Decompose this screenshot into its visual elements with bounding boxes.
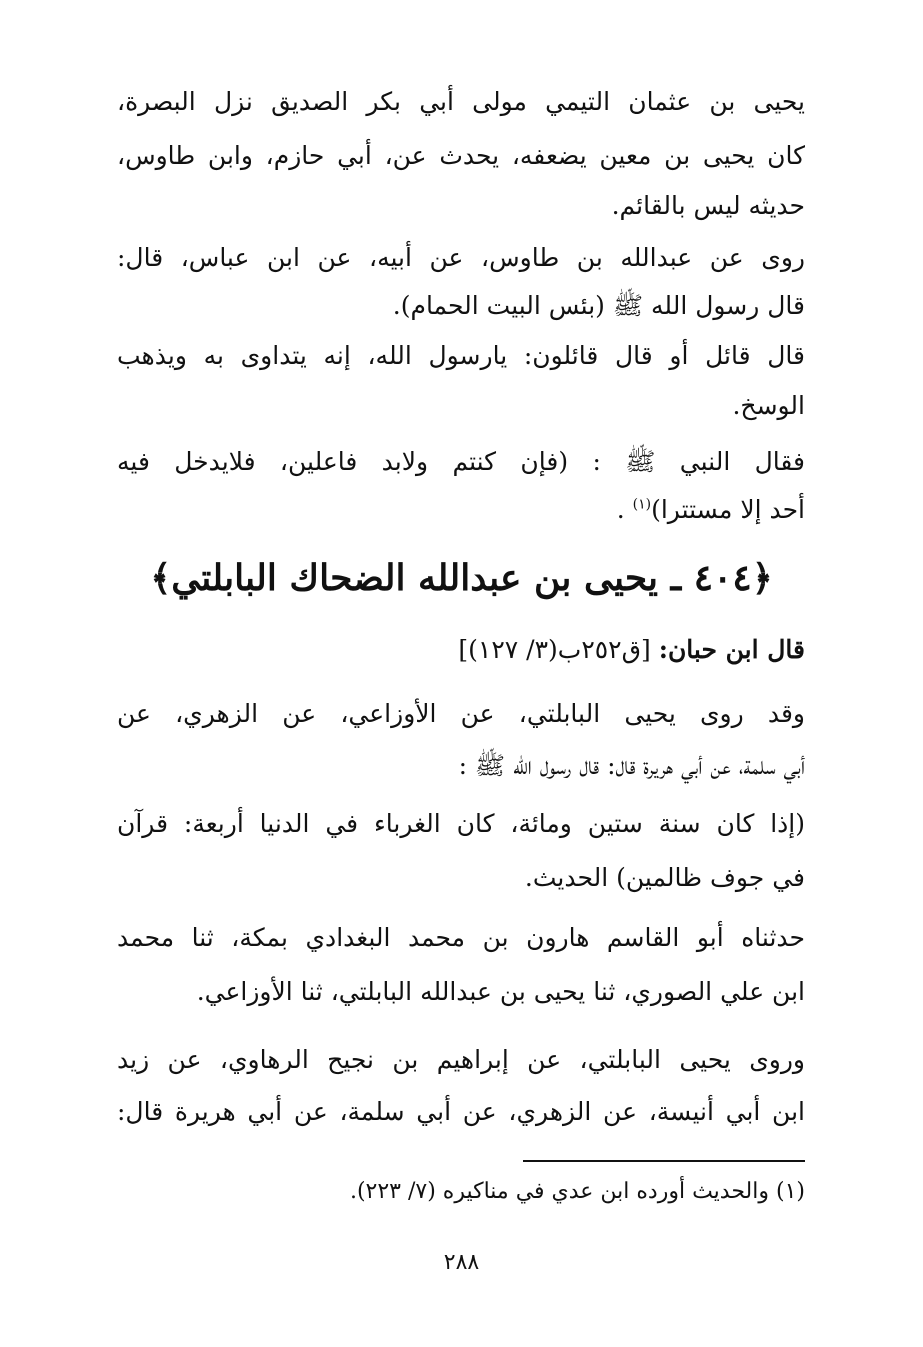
source-citation	[117, 630, 805, 670]
citation-label: قال ابن حبان:	[658, 635, 805, 664]
paragraph-line: روى عن عبدالله بن طاوس، عن أبيه، عن ابن عباس، قال:	[117, 243, 805, 272]
citation-reference: [ق٢٥٢ب(٣/ ١٢٧)]	[458, 635, 651, 664]
footnote: (١) والحديث أورده ابن عدي في مناكيره (٧/ ٢٢٣).	[349, 1179, 805, 1204]
paragraph-line: أبي سلمة، عن أبي هريرة قال: قال رسول الله ﷺ :	[458, 751, 805, 780]
paragraph-line: قال رسول الله ﷺ (بئس البيت الحمام).	[392, 291, 805, 320]
paragraph-line: وروى يحيى البابلتي، عن إبراهيم بن نجيح الرهاوي، عن زيد	[117, 1045, 805, 1074]
paragraph-line: وقد روى يحيى البابلتي، عن الأوزاعي، عن الزهري، عن	[117, 699, 805, 728]
paragraph-line: حديثه ليس بالقائم.	[611, 191, 805, 220]
paragraph-line: (إذا كان سنة ستين ومائة، كان الغرباء في الدنيا أربعة: قرآن	[117, 809, 805, 838]
paragraph-line: حدثناه أبو القاسم هارون بن محمد البغدادي بمكة، ثنا محمد	[117, 923, 805, 952]
paragraph-line: قال قائل أو قال قائلون: يارسول الله، إنه يتداوى به ويذهب	[117, 341, 805, 370]
footnote-separator	[523, 1160, 805, 1162]
paragraph-text: أحد إلا مستترا)	[651, 495, 805, 524]
footnote-marker: (١)	[632, 496, 652, 513]
paragraph-line: يحيى بن عثمان التيمي مولى أبي بكر الصديق نزل البصرة،	[117, 87, 805, 116]
paragraph-line: في جوف ظالمين) الحديث.	[524, 863, 805, 892]
paragraph-line: فقال النبي ﷺ : (فإن كنتم ولابد فاعلين، فلايدخل فيه	[117, 447, 805, 476]
paragraph-line: ابن علي الصوري، ثنا يحيى بن عبدالله البابلتي، ثنا الأوزاعي.	[196, 977, 805, 1006]
page-number: ٢٨٨	[443, 1250, 480, 1275]
paragraph-line-with-footnote	[117, 490, 805, 530]
paragraph-line: الوسخ.	[732, 391, 805, 420]
paragraph-line: كان يحيى بن معين يضعفه، يحدث عن، أبي حازم، وابن طاوس،	[117, 141, 805, 170]
paragraph-tail: .	[616, 495, 633, 524]
paragraph-line: ابن أبي أنيسة، عن الزهري، عن أبي سلمة، عن أبي هريرة قال:	[117, 1097, 805, 1126]
entry-heading: ﴿٤٠٤ ـ يحيى بن عبدالله الضحاك البابلتي﴾	[150, 557, 773, 599]
